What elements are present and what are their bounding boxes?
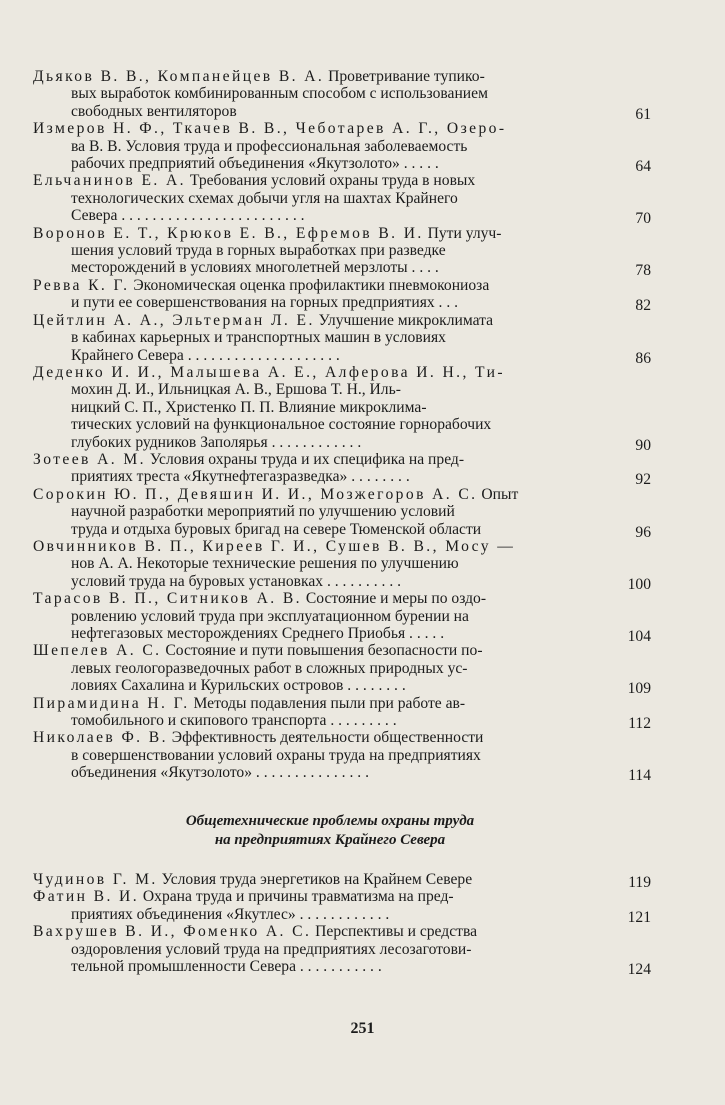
toc-entry-continuation: ницкий С. П., Христенко П. П. Влияние микроклима- <box>71 398 427 416</box>
toc-entry-title: Перспективы и средства <box>315 923 478 941</box>
toc-entry-author: Николаев Ф. В. <box>33 729 168 747</box>
toc-entry <box>33 68 653 123</box>
toc-entry <box>33 224 653 280</box>
toc-entry <box>33 888 653 926</box>
toc-entry-page: 82 <box>635 297 651 315</box>
toc-entry-text <box>33 590 601 642</box>
toc-entry-continuation: ва В. В. Условия труда и профессиональная заболеваемость <box>71 137 468 155</box>
toc-entry <box>33 871 653 891</box>
toc-entry-author: Шепелев А. С. <box>33 642 162 660</box>
toc-entry-author: Деденко И. И., Малышева А. Е., Алферова И. Н., Ти- <box>33 363 505 381</box>
toc-entry-page: 104 <box>627 628 651 645</box>
toc-entry-first-line <box>33 888 601 905</box>
section-heading <box>120 812 540 850</box>
toc-entry-text <box>33 729 601 781</box>
toc-entry-title: Методы подавления пыли при работе ав- <box>193 694 466 712</box>
toc-entry-first-line <box>33 486 601 503</box>
toc-entry-author: Сорокин Ю. П., Девяшин И. И., Мозжегоров А. С. <box>33 485 478 503</box>
toc-entry-author: Дьяков В. В., Компанейцев В. А. <box>33 68 325 85</box>
toc-entry-author: Воронов Е. Т., Крюков Е. В., Ефремов В. И. <box>33 224 424 242</box>
toc-entry <box>33 172 653 228</box>
toc-entry-first-line <box>33 538 601 555</box>
toc-entry-title: Состояние и пути повышения безопасности по- <box>165 642 483 660</box>
table-of-contents-section-2 <box>33 871 653 979</box>
toc-entry-page: 64 <box>635 158 651 176</box>
toc-entry-page: 112 <box>628 715 651 733</box>
toc-entry-title: Экономическая оценка профилактики пневмокониоза <box>133 276 490 294</box>
toc-entry-continuation: объединения «Якутзолото» . . . . . . . . . . . . . . . <box>71 764 369 782</box>
toc-entry <box>33 537 653 593</box>
toc-entry-continuation: приятиях треста «Якутнефтегазразведка» . . . . . . . . <box>71 468 410 486</box>
toc-entry-text <box>33 695 601 730</box>
toc-entry-continuation: вых выработок комбинированным способом с использованием <box>71 85 488 103</box>
toc-entry-text <box>33 888 601 923</box>
toc-entry-first-line <box>33 695 601 712</box>
toc-entry <box>33 120 653 176</box>
toc-entry <box>33 729 653 785</box>
toc-entry-author: Фатин В. И. <box>33 888 139 906</box>
toc-entry-title: Условия труда энергетиков на Крайнем Севере <box>161 871 473 888</box>
toc-entry <box>33 694 653 733</box>
toc-entry-text <box>33 277 601 312</box>
toc-entry-author: Овчинников В. П., Киреев Г. И., Сушев В. В., Мосу — <box>33 537 516 555</box>
toc-entry-first-line <box>33 172 601 189</box>
toc-entry-first-line <box>33 590 601 607</box>
toc-entry <box>33 923 653 979</box>
toc-entry-text <box>33 172 601 224</box>
toc-entry-page: 78 <box>635 262 651 280</box>
toc-entry-continuation: глубоких рудников Заполярья . . . . . . . . . . . . <box>71 433 362 451</box>
toc-entry-author: Цейтлин А. А., Эльтерман Л. Е. <box>33 311 315 329</box>
toc-entry-text <box>33 120 601 172</box>
toc-entry-text <box>33 225 601 277</box>
toc-entry-continuation: Севера . . . . . . . . . . . . . . . . . . . . . . . . <box>71 207 305 225</box>
toc-entry-page: 114 <box>628 767 651 785</box>
toc-entry-first-line <box>33 642 601 659</box>
toc-entry-first-line <box>33 871 601 888</box>
toc-entry-page: 92 <box>635 471 651 489</box>
toc-entry <box>33 276 653 315</box>
toc-entry-first-line <box>33 120 601 137</box>
toc-entry-title: Проветривание тупико- <box>328 68 485 85</box>
toc-entry-title: Опыт <box>481 485 519 503</box>
section-heading-line-1: Общетехнические проблемы охраны труда <box>185 813 475 829</box>
toc-entry-text <box>33 68 601 120</box>
section-heading-line-2: на предприятиях Крайнего Севера <box>214 832 446 848</box>
toc-entry-first-line <box>33 364 601 381</box>
toc-entry-first-line <box>33 451 601 468</box>
toc-entry-continuation: тельной промышленности Севера . . . . . . . . . . . <box>71 958 382 976</box>
toc-entry-continuation: приятиях объединения «Якутлес» . . . . . . . . . . . . <box>71 905 390 923</box>
toc-entry-text <box>33 486 601 538</box>
toc-entry-page: 100 <box>627 575 651 593</box>
toc-entry-continuation: левых геологоразведочных работ в сложных природных ус- <box>71 659 468 677</box>
toc-entry-continuation: ловиях Сахалина и Курильских островов . . . . . . . . <box>71 677 406 695</box>
toc-entry-page: 86 <box>635 349 651 367</box>
toc-entry-continuation: и пути ее совершенствования на горных предприятиях . . . <box>71 294 459 312</box>
toc-entry-continuation: научной разработки мероприятий по улучшению условий <box>71 503 455 521</box>
toc-entry-author: Измеров Н. Ф., Ткачев В. В., Чеботарев А. Г., Озеро- <box>33 120 507 138</box>
toc-entry-page: 61 <box>635 105 651 123</box>
toc-entry-continuation: труда и отдыха буровых бригад на севере Тюменской области <box>71 520 482 538</box>
toc-entry-continuation: мохин Д. И., Ильницкая А. В., Ершова Т. Н., Иль- <box>71 381 401 399</box>
toc-entry-author: Чудинов Г. М. <box>33 871 158 888</box>
toc-entry-text <box>33 364 601 451</box>
toc-entry <box>33 450 653 489</box>
toc-entry-continuation: нов А. А. Некоторые технические решения по улучшению <box>71 555 459 573</box>
toc-entry-text <box>33 871 601 888</box>
toc-entry-page: 109 <box>627 680 651 698</box>
toc-entry-author: Зотеев А. М. <box>33 450 146 468</box>
toc-entry-continuation: оздоровления условий труда на предприятиях лесозаготови- <box>71 940 472 958</box>
toc-entry-continuation: ровлению условий труда при эксплуатационном бурении на <box>71 607 469 625</box>
toc-entry <box>33 642 653 698</box>
toc-entry-continuation: свободных вентиляторов <box>71 102 237 120</box>
toc-entry-first-line <box>33 68 601 85</box>
toc-entry-continuation: в совершенствовании условий охраны труда на предприятиях <box>71 746 481 764</box>
toc-entry-page: 121 <box>627 908 651 926</box>
toc-entry-continuation: месторождений в условиях многолетней мерзлоты . . . . <box>71 259 439 277</box>
toc-entry-author: Ревва К. Г. <box>33 276 130 294</box>
toc-entry-title: Улучшение микроклимата <box>318 311 494 329</box>
toc-entry-first-line <box>33 277 601 294</box>
toc-entry-author: Пирамидина Н. Г. <box>33 694 190 712</box>
toc-entry-first-line <box>33 225 601 242</box>
toc-entry-continuation: рабочих предприятий объединения «Якутзолото» . . . . . <box>71 155 439 173</box>
toc-entry-first-line <box>33 923 601 940</box>
toc-entry-title: Пути улуч- <box>427 224 502 242</box>
toc-entry-page: 90 <box>635 436 651 454</box>
toc-entry-author: Вахрушев В. И., Фоменко А. С. <box>33 923 312 941</box>
toc-entry-title: Условия охраны труда и их специфика на пред- <box>149 450 465 468</box>
toc-entry-title: Эффективность деятельности общественности <box>171 729 484 747</box>
toc-entry <box>33 311 653 367</box>
toc-entry-author: Ельчанинов Е. А. <box>33 172 186 190</box>
toc-entry-continuation: нефтегазовых месторождениях Среднего Приобья . . . . . <box>71 625 445 642</box>
toc-entry-first-line <box>33 729 601 746</box>
toc-entry-continuation: томобильного и скипового транспорта . . . . . . . . . <box>71 712 397 730</box>
page-number: 251 <box>350 1020 375 1037</box>
toc-entry-continuation: шения условий труда в горных выработках при разведке <box>71 242 446 260</box>
toc-entry-continuation: в кабинах карьерных и транспортных машин в условиях <box>71 329 446 347</box>
toc-entry-first-line <box>33 312 601 329</box>
toc-entry-page: 119 <box>628 874 651 891</box>
toc-entry <box>33 590 653 645</box>
toc-entry-text <box>33 923 601 975</box>
toc-entry <box>33 485 653 541</box>
table-of-contents <box>33 68 653 785</box>
toc-entry-continuation: условий труда на буровых установках . . . . . . . . . . <box>71 572 402 590</box>
toc-entry-title: Состояние и меры по оздо- <box>305 590 487 608</box>
toc-entry-text <box>33 312 601 364</box>
toc-entry <box>33 363 653 454</box>
toc-entry-text <box>33 642 601 694</box>
toc-entry-text <box>33 538 601 590</box>
toc-entry-author: Тарасов В. П., Ситников А. В. <box>33 590 302 608</box>
toc-entry-continuation: Крайнего Севера . . . . . . . . . . . . . . . . . . . . <box>71 346 340 364</box>
toc-entry-page: 96 <box>635 523 651 541</box>
toc-entry-text <box>33 451 601 486</box>
toc-entry-continuation: технологических схемах добычи угля на шахтах Крайнего <box>71 189 458 207</box>
toc-entry-title: Требования условий охраны труда в новых <box>189 172 476 190</box>
toc-entry-continuation: тических условий на функциональное состояние горнорабочих <box>71 416 492 434</box>
toc-entry-page: 124 <box>627 961 651 979</box>
toc-entry-page: 70 <box>635 210 651 228</box>
toc-entry-title: Охрана труда и причины травматизма на пред- <box>142 888 454 906</box>
